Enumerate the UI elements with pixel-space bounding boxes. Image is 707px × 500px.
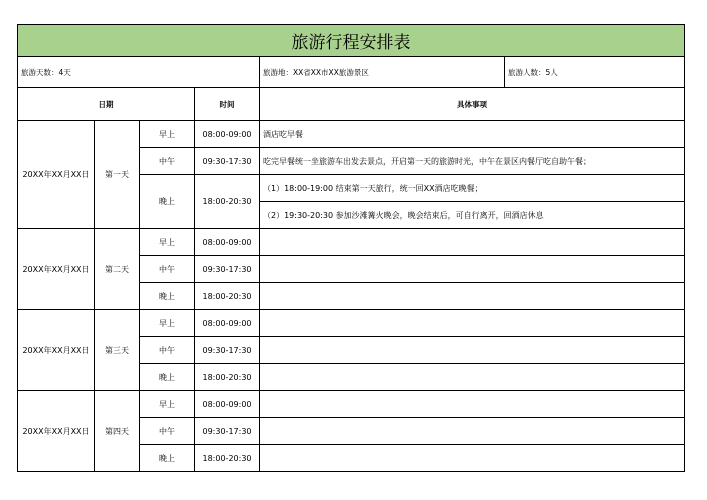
date-cell[interactable]: 20XX年XX月XX日 bbox=[18, 310, 95, 391]
detail-cell[interactable]: 吃完早餐统一坐旅游车出发去景点，开启第一天的旅游时光，中午在景区内餐厅吃自助午餐； bbox=[260, 148, 685, 175]
period-cell[interactable]: 早上 bbox=[140, 121, 195, 148]
time-cell[interactable]: 09:30-17:30 bbox=[195, 256, 260, 283]
itinerary-sheet bbox=[17, 24, 684, 472]
time-cell[interactable]: 18:00-20:30 bbox=[195, 445, 260, 472]
day-label-cell[interactable]: 第二天 bbox=[95, 229, 140, 310]
detail-cell[interactable]: 酒店吃早餐 bbox=[260, 121, 685, 148]
detail-cell[interactable] bbox=[260, 391, 685, 418]
detail-cell[interactable]: （1）18:00-19:00 结束第一天旅行，统一回XX酒店吃晚餐； bbox=[260, 175, 685, 202]
detail-cell[interactable]: （2）19:30-20:30 参加沙滩篝火晚会，晚会结束后，可自行离开，回酒店休息 bbox=[260, 202, 685, 229]
detail-cell[interactable] bbox=[260, 283, 685, 310]
detail-cell[interactable] bbox=[260, 364, 685, 391]
period-cell[interactable]: 晚上 bbox=[140, 364, 195, 391]
time-cell[interactable]: 09:30-17:30 bbox=[195, 418, 260, 445]
period-cell[interactable]: 早上 bbox=[140, 310, 195, 337]
days-count-cell[interactable]: 旅游天数：4天 bbox=[18, 57, 260, 88]
destination-cell[interactable]: 旅游地：XX省XX市XX旅游景区 bbox=[260, 57, 505, 88]
table-row bbox=[18, 229, 685, 256]
people-count-cell[interactable]: 旅游人数：5人 bbox=[505, 57, 685, 88]
period-cell[interactable]: 晚上 bbox=[140, 445, 195, 472]
header-date[interactable]: 日期 bbox=[18, 88, 195, 121]
period-cell[interactable]: 早上 bbox=[140, 229, 195, 256]
time-cell[interactable]: 18:00-20:30 bbox=[195, 364, 260, 391]
date-cell[interactable]: 20XX年XX月XX日 bbox=[18, 121, 95, 229]
detail-cell[interactable] bbox=[260, 337, 685, 364]
time-cell[interactable]: 09:30-17:30 bbox=[195, 148, 260, 175]
itinerary-table bbox=[17, 24, 685, 472]
time-cell[interactable]: 08:00-09:00 bbox=[195, 310, 260, 337]
period-cell[interactable]: 中午 bbox=[140, 418, 195, 445]
header-detail[interactable]: 具体事项 bbox=[260, 88, 685, 121]
day-label-cell[interactable]: 第一天 bbox=[95, 121, 140, 229]
day-label-cell[interactable]: 第四天 bbox=[95, 391, 140, 472]
detail-cell[interactable] bbox=[260, 256, 685, 283]
time-cell[interactable]: 09:30-17:30 bbox=[195, 337, 260, 364]
table-row bbox=[18, 121, 685, 148]
date-cell[interactable]: 20XX年XX月XX日 bbox=[18, 391, 95, 472]
detail-cell[interactable] bbox=[260, 418, 685, 445]
period-cell[interactable]: 中午 bbox=[140, 337, 195, 364]
time-cell[interactable]: 18:00-20:30 bbox=[195, 283, 260, 310]
detail-cell[interactable] bbox=[260, 229, 685, 256]
period-cell[interactable]: 中午 bbox=[140, 148, 195, 175]
table-row bbox=[18, 310, 685, 337]
page-title[interactable]: 旅游行程安排表 bbox=[18, 25, 685, 57]
day-label-cell[interactable]: 第三天 bbox=[95, 310, 140, 391]
period-cell[interactable]: 中午 bbox=[140, 256, 195, 283]
period-cell[interactable]: 早上 bbox=[140, 391, 195, 418]
table-row bbox=[18, 391, 685, 418]
time-cell[interactable]: 08:00-09:00 bbox=[195, 391, 260, 418]
header-time[interactable]: 时间 bbox=[195, 88, 260, 121]
time-cell[interactable]: 08:00-09:00 bbox=[195, 229, 260, 256]
detail-cell[interactable] bbox=[260, 310, 685, 337]
period-cell[interactable]: 晚上 bbox=[140, 283, 195, 310]
time-cell[interactable]: 18:00-20:30 bbox=[195, 175, 260, 229]
date-cell[interactable]: 20XX年XX月XX日 bbox=[18, 229, 95, 310]
detail-cell[interactable] bbox=[260, 445, 685, 472]
period-cell[interactable]: 晚上 bbox=[140, 175, 195, 229]
time-cell[interactable]: 08:00-09:00 bbox=[195, 121, 260, 148]
